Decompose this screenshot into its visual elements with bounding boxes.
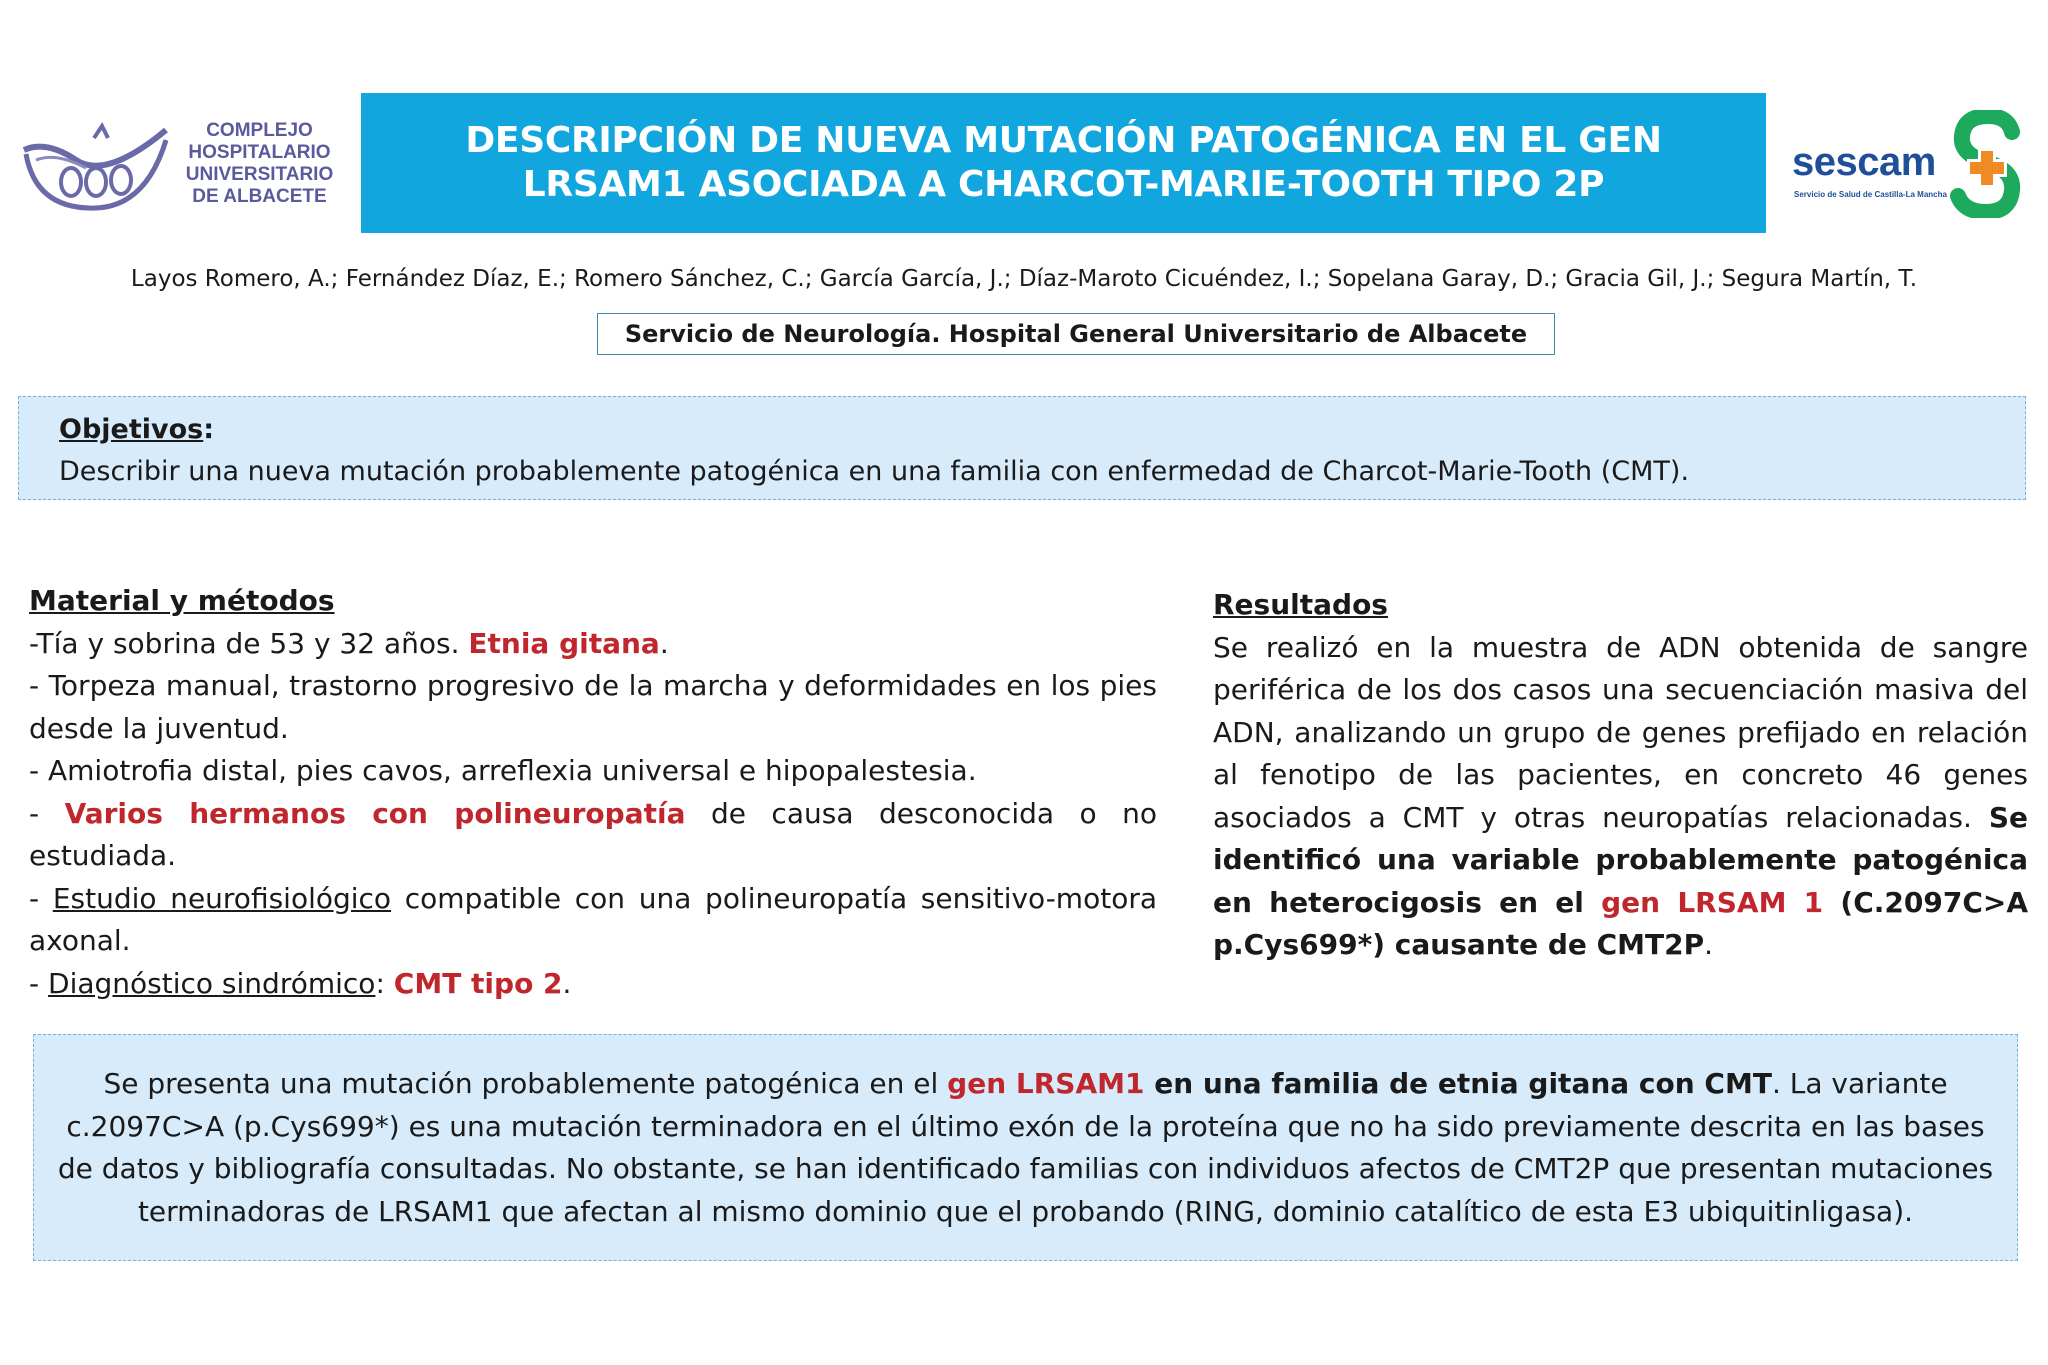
methods-underlined: Diagnóstico sindrómico	[48, 966, 376, 1000]
objectives-text: Describir una nueva mutación probablemente patogénica en una familia con enfermedad de Charcot-Marie-Tooth (CMT).	[59, 456, 1690, 487]
methods-item	[29, 963, 1157, 1006]
methods-highlight: CMT tipo 2	[393, 966, 563, 1000]
objectives-colon: :	[203, 414, 215, 445]
results-text	[1213, 627, 2028, 967]
methods-heading: Material y métodos	[29, 584, 335, 617]
conclusion-text: Se presenta una mutación probablemente patogénica en el	[103, 1067, 948, 1100]
sescam-logo	[1792, 110, 2032, 220]
methods-item	[29, 623, 1157, 666]
logo-line: HOSPITALARIO	[188, 142, 331, 163]
results-heading: Resultados	[1213, 588, 1388, 621]
methods-item	[29, 878, 1157, 963]
conclusion-bold: en una familia de etnia gitana con CMT	[1144, 1067, 1772, 1100]
methods-section	[29, 580, 1157, 1005]
methods-text: -	[29, 966, 49, 1000]
title-line-1: DESCRIPCIÓN DE NUEVA MUTACIÓN PATOGÉNICA EN EL GEN	[465, 120, 1662, 161]
poster-title	[361, 93, 1766, 233]
logo-line: UNIVERSITARIO	[185, 164, 334, 185]
methods-text: -	[29, 796, 65, 830]
methods-text: .	[659, 626, 669, 660]
results-plain: Se realizó en la muestra de ADN obtenida de sangre periférica de los dos casos una secuenciación masiva del ADN, analizando un grupo de genes prefijado en relación al fenotipo de las pacientes, en concreto 46 genes asociados a CMT y otras neuropatías relacionadas.	[1213, 630, 2028, 834]
methods-text: compatible con una polineuropatía sensitivo-motora axonal.	[29, 881, 1157, 957]
methods-item	[29, 793, 1157, 878]
methods-text: .	[562, 966, 572, 1000]
results-bold: (C.2097C>A p.Cys699*) causante de CMT2P	[1213, 885, 2029, 961]
conclusion-gene: gen LRSAM1	[947, 1067, 1145, 1100]
sescam-brand: sescam	[1792, 140, 1936, 184]
authors-list: Layos Romero, A.; Fernández Díaz, E.; Romero Sánchez, C.; García García, J.; Díaz-Maroto Cicuéndez, I.; Sopelana Garay, D.; Gracia Gil, J.; Segura Martín, T.	[130, 266, 1918, 292]
objectives-section	[18, 396, 2026, 500]
results-section	[1213, 584, 2028, 967]
hospital-logo	[16, 112, 336, 222]
methods-text: -	[29, 881, 53, 915]
methods-text: -Tía y sobrina de 53 y 32 años.	[29, 626, 469, 660]
methods-item: - Torpeza manual, trastorno progresivo de la marcha y deformidades en los pies desde la juventud.	[29, 669, 1157, 745]
methods-text: de causa desconocida o no estudiada.	[29, 796, 1157, 872]
sescam-s-cross-icon	[1950, 110, 2024, 218]
results-bold: Se identificó una variable probablemente patogénica en heterocigosis en el	[1213, 800, 2028, 919]
results-gene: gen LRSAM 1	[1601, 885, 1824, 919]
title-line-2: LRSAM1 ASOCIADA A CHARCOT-MARIE-TOOTH TIPO 2P	[522, 164, 1605, 205]
methods-highlight: Varios hermanos con polineuropatía	[64, 796, 686, 830]
affiliation: Servicio de Neurología. Hospital General Universitario de Albacete	[597, 313, 1555, 355]
hospital-emblem-icon	[16, 120, 176, 220]
methods-item: - Amiotrofia distal, pies cavos, arreflexia universal e hipopalestesia.	[29, 754, 977, 787]
sescam-subtitle: Servicio de Salud de Castilla-La Mancha	[1794, 190, 1947, 199]
methods-text: :	[375, 966, 394, 1000]
conclusion-text: . La variante c.2097C>A (p.Cys699*) es una mutación terminadora en el último exón de la proteína que no ha sido previamente descrita en las bases de datos y bibliografía consultadas. No obstante, se han identificado familias con individuos afectos de CMT2P que presentan mutaciones terminadoras de LRSAM1 que afectan al mismo dominio que el probando (RING, dominio catalítico de esta E3 ubiquitinligasa).	[57, 1067, 1994, 1228]
results-plain: .	[1704, 928, 1714, 961]
conclusion-section	[33, 1034, 2018, 1261]
logo-line: DE ALBACETE	[192, 186, 327, 207]
methods-underlined: Estudio neurofisiológico	[52, 881, 392, 915]
logo-line: COMPLEJO	[206, 120, 313, 141]
methods-highlight: Etnia gitana	[468, 626, 660, 660]
objectives-heading: Objetivos	[59, 414, 204, 445]
